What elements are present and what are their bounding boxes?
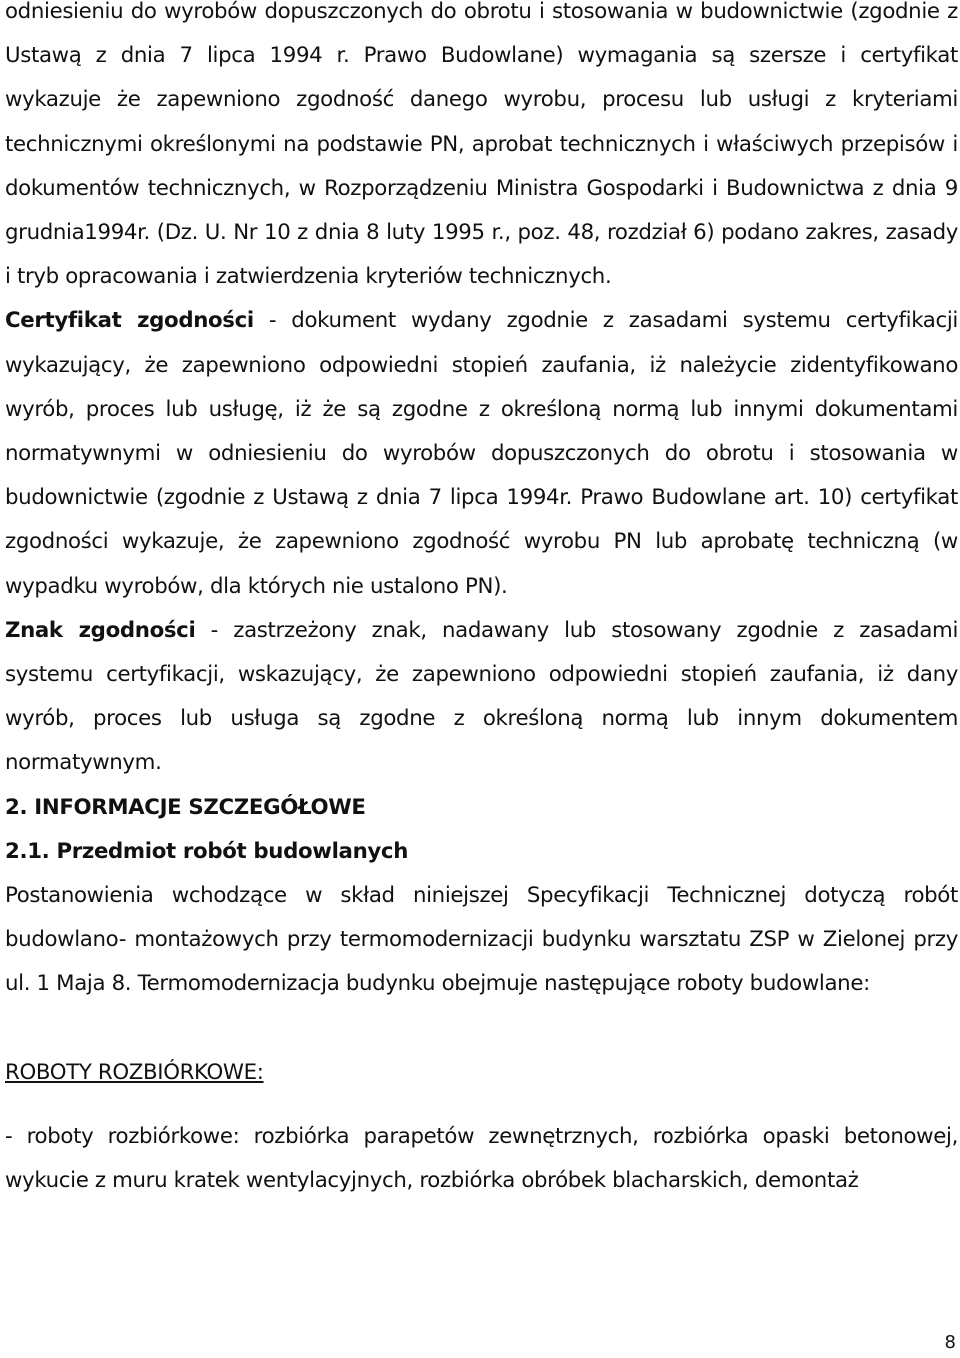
page-number: 8 bbox=[944, 1332, 956, 1353]
spacer bbox=[5, 1095, 958, 1115]
robot-paragraph: - roboty rozbiórkowe: rozbiórka parapetów zewnętrznych, rozbiórka opaski betonowej, wykucie z muru kratek wentylacyjnych, rozbiórka obróbek blacharskich, demontaż bbox=[5, 1123, 958, 1194]
subsection-paragraph: Postanowienia wchodzące w skład niniejszej Specyfikacji Technicznej dotyczą robót budowlano- montażowych przy termomodernizacji budynku warsztatu ZSP w Zielonej przy ul. 1 Maja 8. Termomodernizacja budynku obejmuje następujące roboty budowlane: bbox=[5, 883, 958, 997]
section-heading: 2. INFORMACJE SZCZEGÓŁOWE bbox=[5, 794, 366, 820]
definition-term: Znak zgodności bbox=[5, 617, 196, 643]
definition-znak-zgodnosci bbox=[5, 609, 958, 786]
definition-term: Certyfikat zgodności bbox=[5, 308, 254, 334]
definition-certyfikat-zgodnosci bbox=[5, 299, 958, 608]
subsection-heading: 2.1. Przedmiot robót budowlanych bbox=[5, 838, 409, 864]
definition-text: - zastrzeżony znak, nadawany lub stosowany zgodnie z zasadami systemu certyfikacji, wskazujący, że zapewniono odpowiedni stopień zaufania, iż dany wyrób, proces lub usługa są zgodne z określoną normą lub innym dokumentem normatywnym. bbox=[5, 617, 959, 776]
intro-paragraph: odniesieniu do wyrobów dopuszczonych do obrotu i stosowania w budownictwie (zgodnie z Ustawą z dnia 7 lipca 1994 r. Prawo Budowlane) wymagania są szersze i certyfikat wykazuje że zapewniono zgodność danego wyrobu, procesu lub usługi z kryteriami technicznymi określonymi na podstawie PN, aprobat technicznych i właściwych przepisów i dokumentów technicznych, w Rozporządzeniu Ministra Gospodarki i Budownictwa z dnia 9 grudnia1994r. (Dz. U. Nr 10 z dnia 8 luty 1995 r., poz. 48, rozdział 6) podano zakres, zasady i tryb opracowania i zatwierdzenia kryteriów technicznych. bbox=[5, 0, 958, 290]
robot-heading: ROBOTY ROZBIÓRKOWE: bbox=[5, 1059, 264, 1085]
spacer bbox=[5, 1007, 958, 1051]
document-page bbox=[5, 0, 958, 1203]
definition-text: - dokument wydany zgodnie z zasadami systemu certyfikacji wykazujący, że zapewniono odpowiedni stopień zaufania, iż należycie zidentyfikowano wyrób, proces lub usługę, iż że są zgodne z określoną normą lub innymi dokumentami normatywnymi w odniesieniu do wyrobów dopuszczonych do obrotu i stosowania w budownictwie (zgodnie z Ustawą z dnia 7 lipca 1994r. Prawo Budowlane art. 10) certyfikat zgodności wykazuje, że zapewniono zgodność wyrobu PN lub aprobatę techniczną (w wypadku wyrobów, dla których nie ustalono PN). bbox=[5, 308, 959, 599]
